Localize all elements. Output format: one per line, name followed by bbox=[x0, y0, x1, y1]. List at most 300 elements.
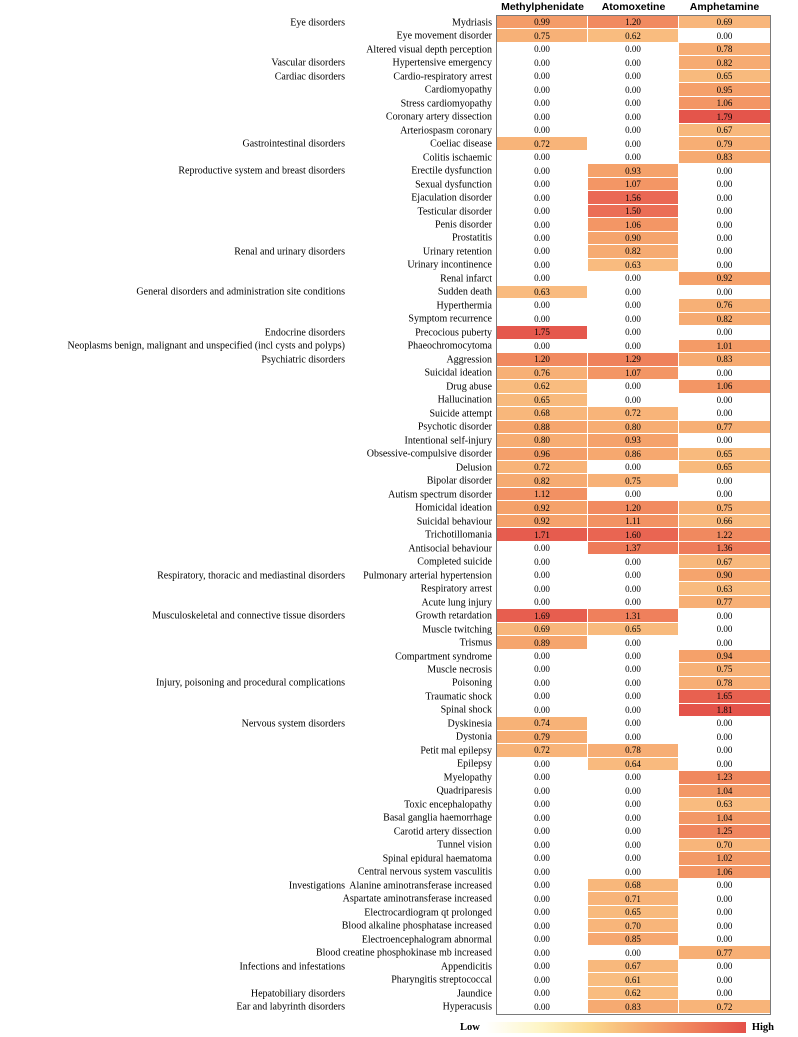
heatmap-row-labels bbox=[0, 218, 496, 231]
heatmap-row-labels bbox=[0, 259, 496, 272]
heatmap-cell: 0.00 bbox=[588, 636, 679, 649]
heatmap-row-labels bbox=[0, 70, 496, 83]
heatmap-row-labels bbox=[0, 286, 496, 299]
row-event-label: Spinal epidural haematoma bbox=[382, 853, 492, 865]
heatmap-body bbox=[0, 15, 798, 1015]
row-event-label: Basal ganglia haemorrhage bbox=[383, 812, 492, 824]
heatmap-cell: 0.72 bbox=[497, 744, 588, 757]
color-legend bbox=[460, 1022, 798, 1033]
row-event-label: Prostatitis bbox=[451, 232, 492, 244]
heatmap-cell: 0.82 bbox=[679, 56, 770, 69]
row-category-label: Cardiac disorders bbox=[274, 71, 345, 83]
column-header-row bbox=[0, 0, 798, 15]
heatmap-row-labels bbox=[0, 191, 496, 204]
heatmap-cell: 0.00 bbox=[497, 299, 588, 312]
heatmap-cell: 0.00 bbox=[588, 798, 679, 811]
heatmap-cell: 1.02 bbox=[679, 852, 770, 865]
heatmap-cell: 0.72 bbox=[497, 461, 588, 474]
heatmap-cell: 0.00 bbox=[497, 191, 588, 204]
heatmap-row-labels bbox=[0, 380, 496, 393]
heatmap-cell: 0.00 bbox=[679, 218, 770, 231]
heatmap-row-labels bbox=[0, 582, 496, 595]
row-event-label: Electrocardiogram qt prolonged bbox=[364, 907, 492, 919]
heatmap-cell: 1.29 bbox=[588, 353, 679, 366]
row-event-label: Bipolar disorder bbox=[426, 475, 492, 487]
heatmap-cell: 0.00 bbox=[679, 259, 770, 272]
heatmap-cell: 0.00 bbox=[679, 205, 770, 218]
heatmap-cell: 1.81 bbox=[679, 704, 770, 717]
heatmap-cell: 0.00 bbox=[588, 555, 679, 568]
heatmap-cell: 0.00 bbox=[497, 987, 588, 1000]
heatmap-cell: 1.36 bbox=[679, 542, 770, 555]
heatmap-cell: 0.63 bbox=[497, 286, 588, 299]
heatmap-row-labels bbox=[0, 434, 496, 447]
column-header-atomoxetine: Atomoxetine bbox=[601, 1, 666, 13]
heatmap-cell: 0.00 bbox=[497, 812, 588, 825]
row-event-label: Toxic encephalopathy bbox=[404, 799, 492, 811]
heatmap-row-labels bbox=[0, 731, 496, 744]
heatmap-row-labels bbox=[0, 866, 496, 879]
heatmap-row-labels bbox=[0, 16, 496, 29]
heatmap-row-labels bbox=[0, 609, 496, 622]
heatmap-cell: 0.65 bbox=[679, 70, 770, 83]
heatmap-cell: 0.00 bbox=[588, 110, 679, 123]
row-event-label: Urinary retention bbox=[422, 246, 492, 258]
heatmap-cell: 0.00 bbox=[588, 43, 679, 56]
row-event-label: Hallucination bbox=[437, 394, 492, 406]
row-event-label: Quadriparesis bbox=[436, 785, 492, 797]
row-event-label: Trichotillomania bbox=[425, 529, 492, 541]
heatmap-cell: 0.00 bbox=[497, 178, 588, 191]
row-event-label: Hyperthermia bbox=[436, 300, 492, 312]
heatmap-cell: 0.00 bbox=[497, 582, 588, 595]
heatmap-cell: 0.00 bbox=[679, 178, 770, 191]
heatmap-cell: 1.56 bbox=[588, 191, 679, 204]
heatmap-row-labels bbox=[0, 596, 496, 609]
heatmap-cell: 0.78 bbox=[679, 677, 770, 690]
heatmap-cell: 0.61 bbox=[588, 973, 679, 986]
heatmap-cell: 0.00 bbox=[679, 326, 770, 339]
row-category-label: Ear and labyrinth disorders bbox=[236, 1001, 345, 1013]
row-event-label: Renal infarct bbox=[440, 273, 492, 285]
heatmap-cell: 0.00 bbox=[497, 798, 588, 811]
row-category-label: Injury, poisoning and procedural complications bbox=[155, 677, 345, 689]
row-event-label: Carotid artery dissection bbox=[393, 826, 492, 838]
heatmap-cell: 0.86 bbox=[588, 448, 679, 461]
row-event-label: Eye movement disorder bbox=[396, 30, 492, 42]
heatmap-cell: 0.00 bbox=[497, 43, 588, 56]
heatmap-row-labels bbox=[0, 542, 496, 555]
heatmap-cell: 1.60 bbox=[588, 528, 679, 541]
heatmap-cell: 0.00 bbox=[679, 973, 770, 986]
heatmap-row-labels bbox=[0, 812, 496, 825]
row-event-label: Growth retardation bbox=[415, 610, 492, 622]
heatmap-row-labels bbox=[0, 353, 496, 366]
heatmap-cell: 0.00 bbox=[588, 771, 679, 784]
heatmap-cell: 0.00 bbox=[497, 973, 588, 986]
heatmap-row-labels bbox=[0, 704, 496, 717]
heatmap-cell: 0.67 bbox=[588, 960, 679, 973]
row-event-label: Central nervous system vasculitis bbox=[357, 866, 492, 878]
row-event-label: Mydriasis bbox=[452, 17, 492, 29]
heatmap-cell: 0.00 bbox=[588, 731, 679, 744]
heatmap-cell: 0.00 bbox=[588, 677, 679, 690]
heatmap-cell: 0.00 bbox=[588, 299, 679, 312]
heatmap-row-labels bbox=[0, 785, 496, 798]
heatmap-cell: 0.00 bbox=[497, 1000, 588, 1013]
row-event-label: Sudden death bbox=[437, 286, 492, 298]
row-event-label: Dyskinesia bbox=[447, 718, 492, 730]
row-labels-column bbox=[0, 15, 496, 1014]
heatmap-row-labels bbox=[0, 650, 496, 663]
row-event-label: Tunnel vision bbox=[437, 839, 492, 851]
heatmap-cell: 1.79 bbox=[679, 110, 770, 123]
heatmap-cell: 0.00 bbox=[588, 97, 679, 110]
row-event-label: Altered visual depth perception bbox=[366, 44, 492, 56]
heatmap-row-labels bbox=[0, 394, 496, 407]
heatmap-cell: 0.76 bbox=[679, 299, 770, 312]
heatmap-row-labels bbox=[0, 448, 496, 461]
heatmap-cell: 0.00 bbox=[497, 906, 588, 919]
heatmap-grid bbox=[496, 15, 771, 1015]
heatmap-cell: 0.00 bbox=[588, 137, 679, 150]
heatmap-cell: 0.77 bbox=[679, 946, 770, 959]
heatmap-cell: 0.00 bbox=[588, 394, 679, 407]
row-category-label: Psychiatric disorders bbox=[261, 354, 345, 366]
heatmap-cell: 0.00 bbox=[497, 663, 588, 676]
heatmap-cell: 0.75 bbox=[679, 501, 770, 514]
heatmap-cell: 0.00 bbox=[497, 596, 588, 609]
heatmap-cell: 0.66 bbox=[679, 515, 770, 528]
heatmap-cell: 0.00 bbox=[679, 717, 770, 730]
heatmap-cell: 0.00 bbox=[497, 272, 588, 285]
heatmap-cell: 0.00 bbox=[588, 704, 679, 717]
heatmap-row-labels bbox=[0, 555, 496, 568]
row-event-label: Homicidal ideation bbox=[415, 502, 492, 514]
row-event-label: Cardio-respiratory arrest bbox=[393, 71, 492, 83]
heatmap-cell: 0.83 bbox=[679, 353, 770, 366]
heatmap-cell: 0.70 bbox=[588, 919, 679, 932]
heatmap-row-labels bbox=[0, 852, 496, 865]
heatmap-cell: 0.88 bbox=[497, 421, 588, 434]
heatmap-row-labels bbox=[0, 987, 496, 1000]
heatmap-cell: 0.74 bbox=[497, 717, 588, 730]
heatmap-cell: 1.07 bbox=[588, 178, 679, 191]
row-event-label: Muscle necrosis bbox=[427, 664, 492, 676]
heatmap-cell: 0.00 bbox=[588, 717, 679, 730]
heatmap-row-labels bbox=[0, 474, 496, 487]
heatmap-cell: 1.06 bbox=[679, 866, 770, 879]
heatmap-row-labels bbox=[0, 124, 496, 137]
heatmap-cell: 0.69 bbox=[679, 16, 770, 29]
heatmap-row-labels bbox=[0, 151, 496, 164]
heatmap-cell: 0.96 bbox=[497, 448, 588, 461]
row-category-label: Renal and urinary disorders bbox=[234, 246, 345, 258]
heatmap-row-labels bbox=[0, 919, 496, 932]
row-event-label: Hypertensive emergency bbox=[392, 57, 492, 69]
row-event-label: Dystonia bbox=[455, 731, 492, 743]
heatmap-cell: 1.04 bbox=[679, 812, 770, 825]
heatmap-cell: 0.72 bbox=[679, 1000, 770, 1013]
heatmap-cell: 0.00 bbox=[588, 690, 679, 703]
heatmap-cell: 0.00 bbox=[588, 151, 679, 164]
heatmap-cell: 0.67 bbox=[679, 555, 770, 568]
heatmap-cell: 0.00 bbox=[497, 704, 588, 717]
heatmap-cell: 0.00 bbox=[497, 110, 588, 123]
row-event-label: Aggression bbox=[446, 354, 492, 366]
heatmap-cell: 0.00 bbox=[497, 151, 588, 164]
heatmap-row-labels bbox=[0, 299, 496, 312]
heatmap-row-labels bbox=[0, 29, 496, 42]
heatmap-row-labels bbox=[0, 340, 496, 353]
heatmap-cell: 0.78 bbox=[679, 43, 770, 56]
heatmap-row-labels bbox=[0, 461, 496, 474]
heatmap-cell: 0.00 bbox=[497, 892, 588, 905]
heatmap-row-labels bbox=[0, 717, 496, 730]
heatmap-cell: 0.00 bbox=[679, 623, 770, 636]
heatmap-cell: 0.00 bbox=[588, 866, 679, 879]
heatmap-cell: 1.07 bbox=[588, 367, 679, 380]
heatmap-cell: 0.00 bbox=[588, 825, 679, 838]
heatmap-cell: 0.00 bbox=[588, 461, 679, 474]
row-event-label: Arteriospasm coronary bbox=[400, 125, 492, 137]
heatmap-cell: 0.00 bbox=[679, 407, 770, 420]
row-event-label: Autism spectrum disorder bbox=[388, 489, 492, 501]
heatmap-row-labels bbox=[0, 758, 496, 771]
row-event-label: Colitis ischaemic bbox=[422, 152, 492, 164]
row-category-label: Investigations bbox=[288, 880, 345, 892]
heatmap-cell: 0.00 bbox=[497, 825, 588, 838]
heatmap-cell: 0.75 bbox=[497, 29, 588, 42]
heatmap-cell: 0.00 bbox=[497, 960, 588, 973]
heatmap-cell: 0.00 bbox=[588, 596, 679, 609]
row-event-label: Cardiomyopathy bbox=[424, 84, 492, 96]
row-event-label: Traumatic shock bbox=[425, 691, 492, 703]
heatmap-cell: 0.00 bbox=[588, 340, 679, 353]
row-category-label: Endocrine disorders bbox=[264, 327, 345, 339]
heatmap-cell: 0.00 bbox=[679, 191, 770, 204]
heatmap-row-labels bbox=[0, 906, 496, 919]
heatmap-cell: 0.92 bbox=[497, 515, 588, 528]
heatmap-row-labels bbox=[0, 488, 496, 501]
heatmap-cell: 0.00 bbox=[588, 488, 679, 501]
heatmap-cell: 0.00 bbox=[588, 852, 679, 865]
heatmap-cell: 0.64 bbox=[588, 758, 679, 771]
heatmap-row-labels bbox=[0, 313, 496, 326]
heatmap-cell: 0.83 bbox=[679, 151, 770, 164]
heatmap-row-labels bbox=[0, 272, 496, 285]
heatmap-cell: 0.80 bbox=[588, 421, 679, 434]
heatmap-cell: 0.00 bbox=[497, 758, 588, 771]
heatmap-cell: 0.00 bbox=[497, 164, 588, 177]
heatmap-cell: 0.62 bbox=[588, 987, 679, 1000]
heatmap-cell: 0.93 bbox=[588, 164, 679, 177]
row-event-label: Respiratory arrest bbox=[420, 583, 492, 595]
heatmap-cell: 0.00 bbox=[679, 906, 770, 919]
heatmap-cell: 0.63 bbox=[679, 798, 770, 811]
heatmap-cell: 0.78 bbox=[588, 744, 679, 757]
heatmap-cell: 0.00 bbox=[497, 677, 588, 690]
heatmap-cell: 1.37 bbox=[588, 542, 679, 555]
legend-low-label: Low bbox=[460, 1021, 480, 1033]
row-event-label: Petit mal epilepsy bbox=[420, 745, 492, 757]
heatmap-cell: 0.00 bbox=[497, 919, 588, 932]
heatmap-row-labels bbox=[0, 407, 496, 420]
heatmap-cell: 0.00 bbox=[497, 83, 588, 96]
heatmap-cell: 1.23 bbox=[679, 771, 770, 784]
heatmap-row-labels bbox=[0, 973, 496, 986]
heatmap-row-labels bbox=[0, 205, 496, 218]
heatmap-cell: 0.00 bbox=[679, 731, 770, 744]
heatmap-cell: 0.00 bbox=[588, 380, 679, 393]
heatmap-cell: 0.00 bbox=[497, 124, 588, 137]
heatmap-cell: 0.00 bbox=[588, 70, 679, 83]
row-event-label: Blood alkaline phosphatase increased bbox=[341, 920, 492, 932]
heatmap-cell: 0.00 bbox=[497, 340, 588, 353]
heatmap-cell: 0.00 bbox=[497, 879, 588, 892]
heatmap-cell: 0.00 bbox=[588, 569, 679, 582]
heatmap-cell: 1.11 bbox=[588, 515, 679, 528]
heatmap-cell: 0.82 bbox=[588, 245, 679, 258]
row-category-label: Hepatobiliary disorders bbox=[250, 988, 345, 1000]
heatmap-cell: 0.94 bbox=[679, 650, 770, 663]
row-event-label: Jaundice bbox=[457, 988, 492, 1000]
row-event-label: Antisocial behaviour bbox=[408, 543, 492, 555]
heatmap-cell: 0.00 bbox=[497, 933, 588, 946]
heatmap-cell: 0.00 bbox=[679, 879, 770, 892]
heatmap-cell: 0.00 bbox=[497, 946, 588, 959]
heatmap-cell: 0.70 bbox=[679, 839, 770, 852]
heatmap-cell: 1.06 bbox=[679, 380, 770, 393]
heatmap-cell: 1.20 bbox=[588, 501, 679, 514]
heatmap-row-labels bbox=[0, 946, 496, 959]
heatmap-row-labels bbox=[0, 56, 496, 69]
row-event-label: Acute lung injury bbox=[421, 597, 492, 609]
heatmap-cell: 0.00 bbox=[497, 56, 588, 69]
heatmap-cell: 0.00 bbox=[497, 569, 588, 582]
column-header-amphetamine: Amphetamine bbox=[689, 1, 760, 13]
heatmap-row-labels bbox=[0, 232, 496, 245]
heatmap-cell: 0.95 bbox=[679, 83, 770, 96]
row-event-label: Erectile dysfunction bbox=[411, 165, 492, 177]
heatmap-cell: 0.77 bbox=[679, 596, 770, 609]
row-event-label: Coeliac disease bbox=[430, 138, 492, 150]
heatmap-cell: 0.76 bbox=[497, 367, 588, 380]
row-event-label: Hyperacusis bbox=[442, 1001, 492, 1013]
row-event-label: Phaeochromocytoma bbox=[407, 340, 492, 352]
heatmap-row-labels bbox=[0, 623, 496, 636]
heatmap-row-labels bbox=[0, 110, 496, 123]
heatmap-cell: 1.20 bbox=[588, 16, 679, 29]
heatmap-cell: 0.77 bbox=[679, 421, 770, 434]
heatmap-cell: 0.00 bbox=[679, 636, 770, 649]
row-event-label: Trismus bbox=[459, 637, 492, 649]
heatmap-cell: 0.00 bbox=[679, 367, 770, 380]
heatmap-row-labels bbox=[0, 663, 496, 676]
heatmap-cell: 0.82 bbox=[679, 313, 770, 326]
row-event-label: Ejaculation disorder bbox=[411, 192, 492, 204]
row-event-label: Epilepsy bbox=[457, 758, 492, 770]
heatmap-row-labels bbox=[0, 43, 496, 56]
row-category-label: Reproductive system and breast disorders bbox=[178, 165, 345, 177]
row-category-label: Neoplasms benign, malignant and unspecified (incl cysts and polyps) bbox=[67, 340, 345, 352]
heatmap-cell: 0.72 bbox=[497, 137, 588, 150]
row-event-label: Myelopathy bbox=[443, 772, 492, 784]
heatmap-row-labels bbox=[0, 178, 496, 191]
legend-gradient-bar bbox=[486, 1022, 746, 1033]
heatmap-cell: 0.68 bbox=[497, 407, 588, 420]
row-event-label: Blood creatine phosphokinase mb increased bbox=[315, 947, 492, 959]
heatmap-cell: 0.00 bbox=[679, 987, 770, 1000]
heatmap-cell: 1.22 bbox=[679, 528, 770, 541]
heatmap-cell: 0.00 bbox=[497, 245, 588, 258]
legend-high-label: High bbox=[751, 1021, 775, 1033]
heatmap-cell: 0.00 bbox=[497, 205, 588, 218]
heatmap-cell: 0.00 bbox=[679, 933, 770, 946]
heatmap-cell: 1.12 bbox=[497, 488, 588, 501]
row-category-label: Vascular disorders bbox=[271, 57, 345, 69]
heatmap-cell: 0.00 bbox=[588, 83, 679, 96]
row-event-label: Alanine aminotransferase increased bbox=[349, 880, 492, 892]
heatmap-cell: 0.00 bbox=[497, 690, 588, 703]
heatmap-cell: 0.62 bbox=[497, 380, 588, 393]
heatmap-cell: 0.00 bbox=[679, 232, 770, 245]
heatmap-cell: 0.75 bbox=[679, 663, 770, 676]
row-event-label: Urinary incontinence bbox=[407, 259, 492, 271]
heatmap-cell: 0.00 bbox=[497, 839, 588, 852]
heatmap-cell: 0.00 bbox=[679, 758, 770, 771]
heatmap-cell: 0.92 bbox=[497, 501, 588, 514]
heatmap-cell: 1.31 bbox=[588, 609, 679, 622]
row-event-label: Completed suicide bbox=[417, 556, 492, 568]
heatmap-row-labels bbox=[0, 960, 496, 973]
heatmap-cell: 0.00 bbox=[679, 609, 770, 622]
heatmap-cell: 0.00 bbox=[588, 663, 679, 676]
heatmap-cell: 0.00 bbox=[497, 232, 588, 245]
heatmap-row-labels bbox=[0, 245, 496, 258]
heatmap-cell: 0.00 bbox=[679, 919, 770, 932]
row-category-label: Musculoskeletal and connective tissue disorders bbox=[152, 610, 345, 622]
row-category-label: Gastrointestinal disorders bbox=[242, 138, 345, 150]
heatmap-cell: 0.00 bbox=[679, 286, 770, 299]
heatmap-cell: 0.00 bbox=[497, 218, 588, 231]
heatmap-cell: 0.62 bbox=[588, 29, 679, 42]
row-event-label: Suicidal behaviour bbox=[416, 516, 492, 528]
heatmap-cell: 0.00 bbox=[588, 313, 679, 326]
heatmap-cell: 0.00 bbox=[679, 164, 770, 177]
heatmap-cell: 0.71 bbox=[588, 892, 679, 905]
heatmap-cell: 0.93 bbox=[588, 434, 679, 447]
heatmap-cell: 0.00 bbox=[588, 946, 679, 959]
heatmap-row-labels bbox=[0, 164, 496, 177]
heatmap-cell: 0.00 bbox=[679, 488, 770, 501]
heatmap-cell: 1.71 bbox=[497, 528, 588, 541]
heatmap-cell: 1.65 bbox=[679, 690, 770, 703]
heatmap-cell: 1.50 bbox=[588, 205, 679, 218]
column-header-methylphenidate: Methylphenidate bbox=[501, 1, 584, 13]
heatmap-row-labels bbox=[0, 677, 496, 690]
heatmap-row-labels bbox=[0, 825, 496, 838]
heatmap-cell: 0.00 bbox=[679, 245, 770, 258]
heatmap-cell: 1.69 bbox=[497, 609, 588, 622]
row-event-label: Compartment syndrome bbox=[395, 651, 492, 662]
heatmap-cell: 0.75 bbox=[588, 474, 679, 487]
heatmap-cell: 1.06 bbox=[679, 97, 770, 110]
row-event-label: Psychotic disorder bbox=[417, 421, 492, 433]
heatmap-cell: 0.92 bbox=[679, 272, 770, 285]
heatmap-cell: 0.00 bbox=[497, 97, 588, 110]
heatmap-cell: 0.00 bbox=[497, 70, 588, 83]
